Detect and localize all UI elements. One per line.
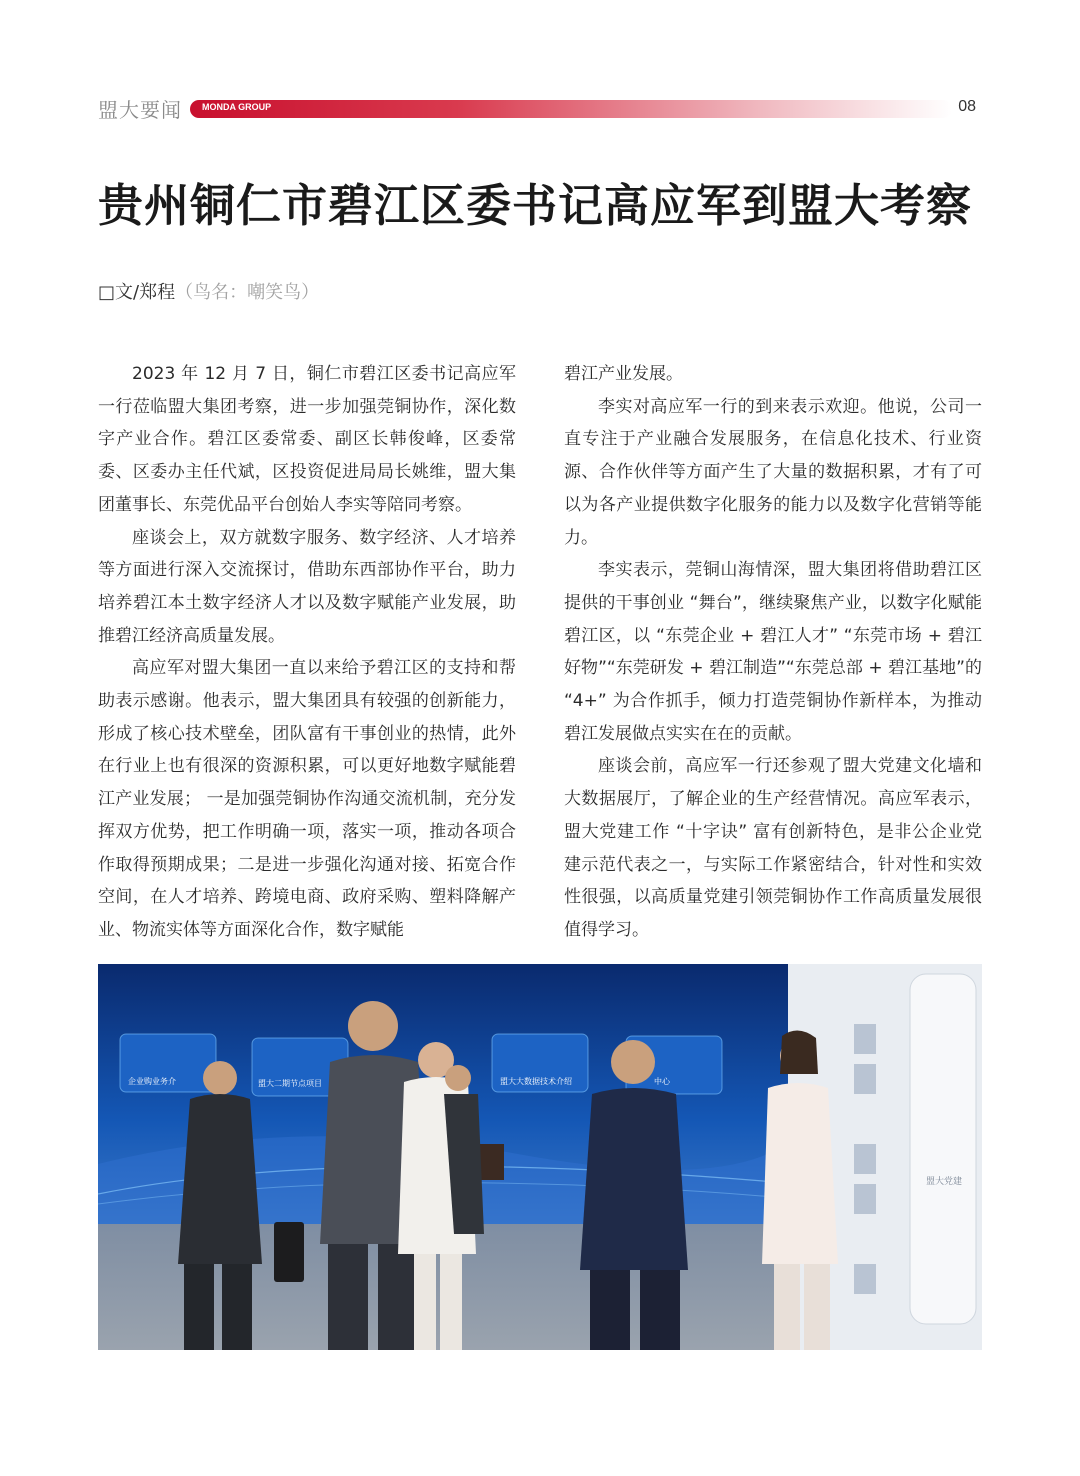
wall-caption: 盟大党建 <box>926 1177 963 1187</box>
byline-author: □文/郑程 <box>98 282 176 303</box>
article-title: 贵州铜仁市碧江区委书记高应军到盟大考察 <box>98 179 973 232</box>
screen-card-label: 盟大二期节点项目 <box>258 1079 322 1088</box>
photo-scene <box>98 964 982 1350</box>
paragraph: 座谈会上，双方就数字服务、数字经济、人才培养等方面进行深入交流探讨，借助东西部协作平台，助力培养碧江本土数字经济人才以及数字赋能产业发展，助推碧江经济高质量发展。 <box>98 527 516 646</box>
paragraph-continuation: 碧江产业发展。 <box>564 364 683 384</box>
page-number: 08 <box>958 98 976 115</box>
screen-card-label: 盟大大数据技术介绍 <box>500 1077 572 1086</box>
left-column <box>98 358 516 947</box>
screen-card-label: 企业购业务介 <box>128 1077 176 1086</box>
right-column <box>564 358 982 947</box>
paragraph: 高应军对盟大集团一直以来给予碧江区的支持和帮助表示感谢。他表示，盟大集团具有较强的创新能力，形成了核心技术壁垒，团队富有干事创业的热情，此外在行业上也有很深的资源积累，可以更好地数字赋能碧江产业发展； 一是加强莞铜协作沟通交流机制，充分发挥双方优势，把工作明确一项，落实一项，推动各项合作取得预期成果；二是进一步强化沟通对接、拓宽合作空间，在人才培养、跨境电商、政府采购、塑料降解产业、物流实体等方面深化合作，数字赋能 <box>98 658 516 940</box>
screen-card <box>492 1034 588 1092</box>
brand-bar <box>190 100 952 118</box>
brand-label: MONDA GROUP <box>202 102 272 112</box>
paragraph: 2023 年 12 月 7 日，铜仁市碧江区委书记高应军一行莅临盟大集团考察，进一步加强莞铜协作，深化数字产业合作。碧江区委常委、副区长韩俊峰，区委常委、区委办主任代斌，区投资促进局局长姚维，盟大集团董事长、东莞优品平台创始人李实等陪同考察。 <box>98 364 516 515</box>
screen-card-label: 中心 <box>654 1077 670 1086</box>
paragraph: 李实表示，莞铜山海情深，盟大集团将借助碧江区提供的干事创业 “舞台”，继续聚焦产业，以数字化赋能碧江区，以 “东莞企业 + 碧江人才” “东莞市场 + 碧江好物”“东莞研发 + 碧江制造”“东莞总部 + 碧江基地”的 “4+” 为合作抓手，倾力打造莞铜协作新样本，为推动碧江发展做点实实在在的贡献。 <box>564 560 982 744</box>
screen-card <box>120 1034 216 1092</box>
byline-alias: （鸟名：嘲笑鸟） <box>175 282 320 303</box>
paragraph: 座谈会前，高应军一行还参观了盟大党建文化墙和大数据展厅，了解企业的生产经营情况。高应军表示，盟大党建工作 “十字诀” 富有创新特色，是非公企业党建示范代表之一，与实际工作紧密结合，针对性和实效性很强，以高质量党建引领莞铜协作工作高质量发展很值得学习。 <box>564 756 982 940</box>
article-photo <box>98 964 982 1350</box>
page-header <box>98 96 980 126</box>
section-name: 盟大要闻 <box>98 98 182 122</box>
paragraph: 李实对高应军一行的到来表示欢迎。他说，公司一直专注于产业融合发展服务，在信息化技术、行业资源、合作伙伴等方面产生了大量的数据积累，才有了可以为各产业提供数字化服务的能力以及数字化营销等能力。 <box>564 396 982 548</box>
byline <box>98 281 319 305</box>
